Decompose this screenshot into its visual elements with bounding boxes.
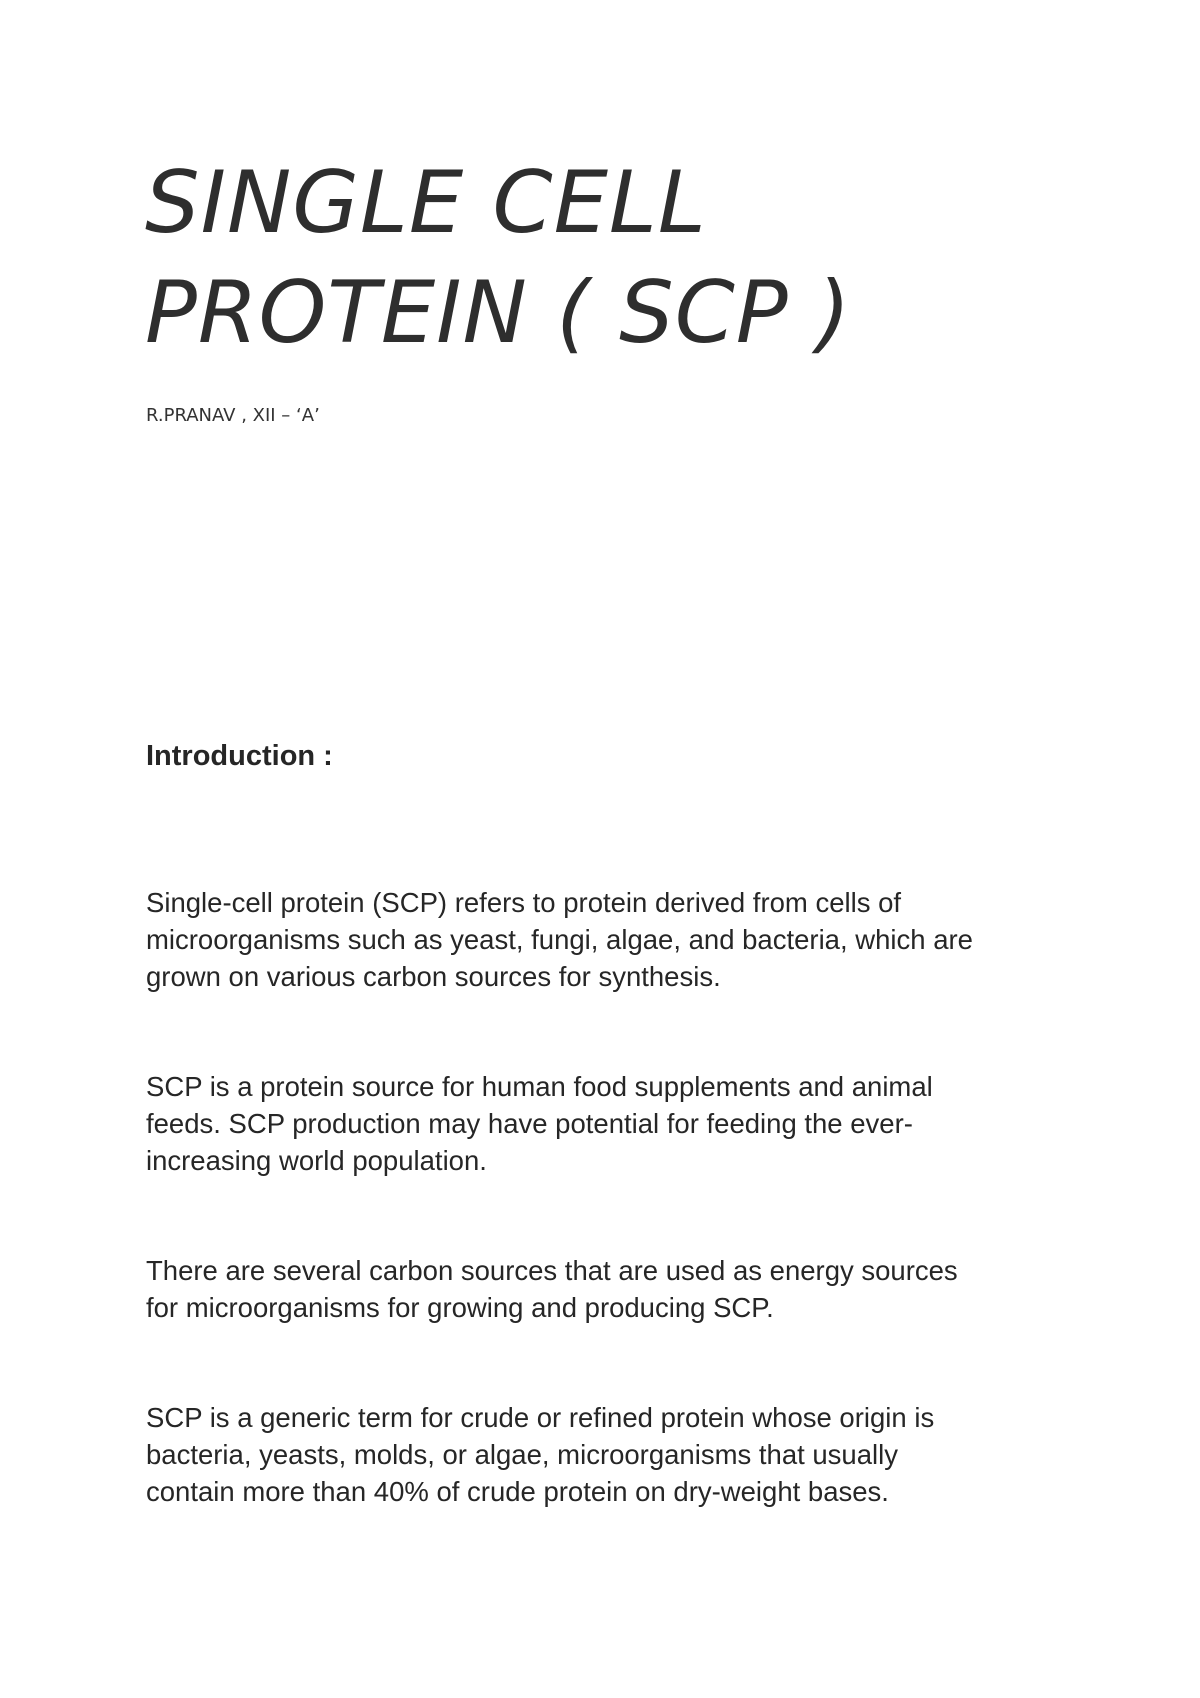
paragraph-line: Single-cell protein (SCP) refers to protein derived from cells of: [146, 887, 902, 918]
paragraph-line: bacteria, yeasts, molds, or algae, microorganisms that usually: [146, 1439, 898, 1470]
author-line: R.PRANAV , XII – ‘A’: [146, 405, 320, 426]
paragraph-line: feeds. SCP production may have potential for feeding the ever-: [146, 1108, 913, 1139]
title-line-1: SINGLE CELL: [145, 153, 707, 253]
paragraph-line: grown on various carbon sources for synthesis.: [146, 961, 721, 992]
section-heading-introduction: Introduction :: [146, 740, 333, 772]
paragraph-line: microorganisms such as yeast, fungi, algae, and bacteria, which are: [146, 924, 973, 955]
paragraph-4: [146, 1399, 1086, 1510]
paragraph-line: increasing world population.: [146, 1145, 487, 1176]
paragraph-2: [146, 1068, 1086, 1179]
paragraph-line: There are several carbon sources that are used as energy sources: [146, 1255, 958, 1286]
title-line-2: PROTEIN ( SCP ): [145, 263, 852, 363]
paragraph-line: for microorganisms for growing and producing SCP.: [146, 1292, 774, 1323]
paragraph-line: SCP is a protein source for human food supplements and animal: [146, 1071, 933, 1102]
paragraph-3: [146, 1252, 1086, 1326]
paragraph-line: SCP is a generic term for crude or refined protein whose origin is: [146, 1402, 935, 1433]
document-title: [145, 148, 1125, 368]
paragraph-line: contain more than 40% of crude protein on dry-weight bases.: [146, 1476, 889, 1507]
paragraph-1: [146, 884, 1086, 995]
